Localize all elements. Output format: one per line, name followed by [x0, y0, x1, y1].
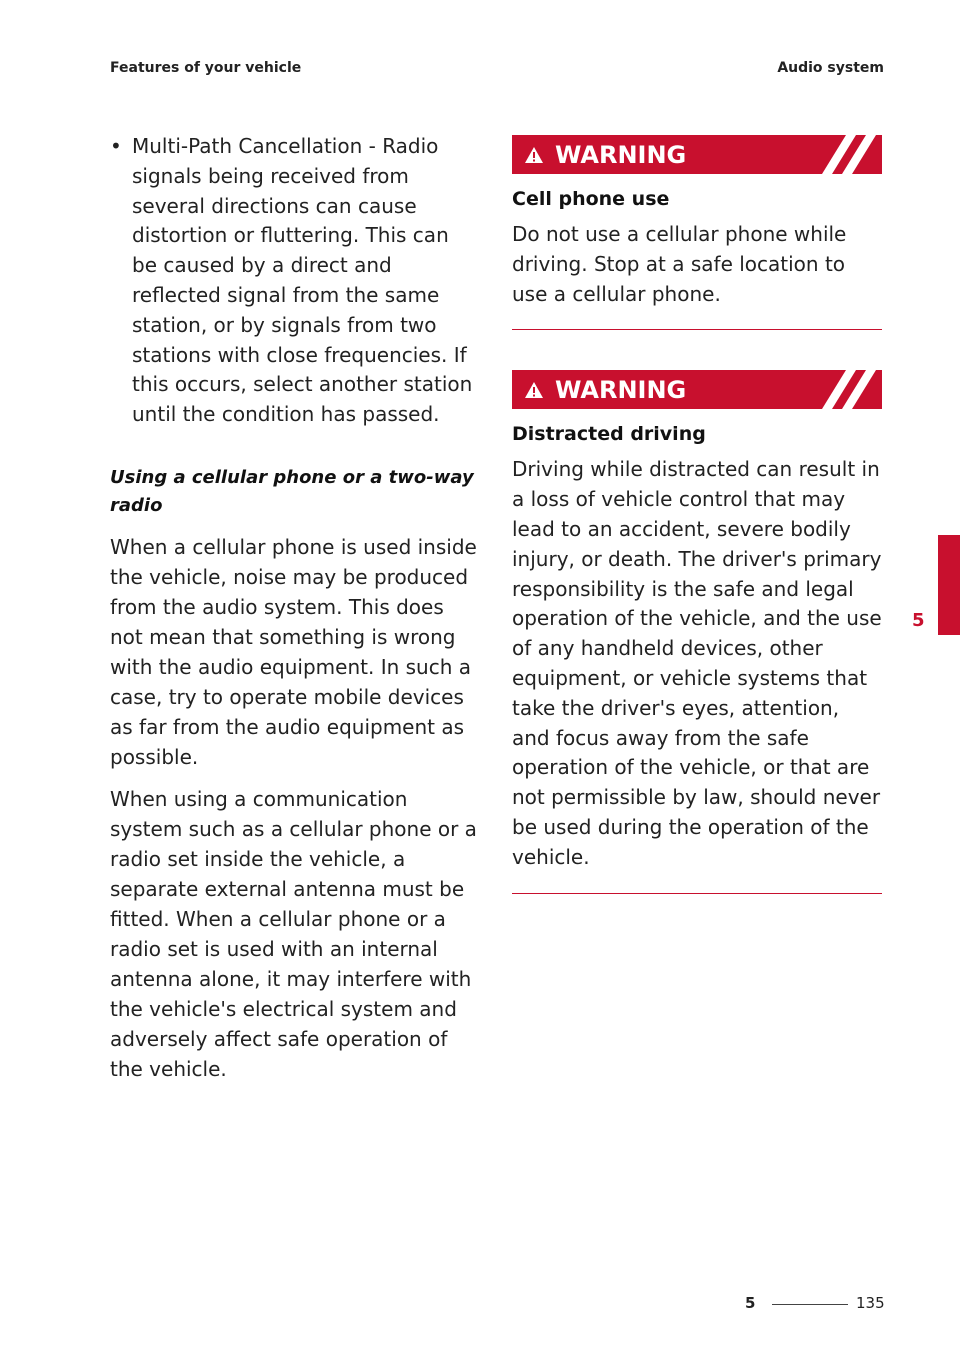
warning-triangle-icon — [524, 381, 546, 399]
warning-text: Driving while distracted can result in a loss of vehicle control that may lead to an accident, severe bodily injury, or death. The driver's primary responsibility is the safe and legal operation of the vehicle, and the use of any handheld devices, other equipment, or vehicle systems that take the driver's eyes, attention, and focus away from the safe operation of the vehicle, or that are not permissible by law, should never be used during the operation of the vehicle. — [512, 457, 882, 869]
warning-stripes-icon — [822, 135, 882, 174]
warning-text: Do not use a cellular phone while driving. Stop at a safe location to use a cellular phone. — [512, 222, 847, 306]
warning-box-distracted-driving — [512, 370, 882, 893]
chapter-side-number: 5 — [912, 610, 925, 631]
chapter-side-tab — [938, 535, 960, 635]
warning-banner — [512, 135, 882, 174]
header-section-title: Features of your vehicle — [110, 60, 302, 76]
footer-chapter-number: 5 — [745, 1294, 756, 1312]
left-column — [110, 132, 478, 1084]
bullet-dot: • — [110, 134, 122, 158]
warning-divider — [512, 893, 882, 894]
right-column — [512, 135, 882, 894]
bullet-text: Multi-Path Cancellation - Radio signals being received from several directions can cause distortion or fluttering. This can be caused by a direct and reflected signal from the same station, or by signals from two stations with close frequencies. If this occurs, select another station until the condition has passed. — [132, 134, 473, 427]
warning-box-cell-phone — [512, 135, 882, 330]
warning-label: WARNING — [555, 375, 687, 404]
warning-label: WARNING — [555, 140, 687, 169]
warning-stripes-icon — [822, 370, 882, 409]
body-paragraph-1: When a cellular phone is used inside the vehicle, noise may be produced from the audio system. This does not mean that something is wrong with the audio equipment. In such a case, try to operate mobile devices as far from the audio equipment as possible. — [110, 534, 477, 769]
warning-title: Distracted driving — [512, 423, 706, 446]
section-subheading: Using a cellular phone or a two-way radio — [110, 466, 474, 516]
footer-page-number: 135 — [856, 1294, 885, 1312]
footer-divider — [772, 1304, 848, 1305]
warning-title: Cell phone use — [512, 188, 670, 210]
bullet-item — [110, 132, 478, 430]
warning-triangle-icon — [524, 146, 546, 164]
body-paragraph-2: When using a communication system such as a cellular phone or a radio set inside the vehicle, a separate external antenna must be fitted. When a cellular phone or a radio set is used with an internal antenna alone, it may interfere with the vehicle's electrical system and adversely affect safe operation of the vehicle. — [110, 786, 477, 1081]
header-chapter-title: Audio system — [777, 60, 884, 76]
warning-banner — [512, 370, 882, 409]
